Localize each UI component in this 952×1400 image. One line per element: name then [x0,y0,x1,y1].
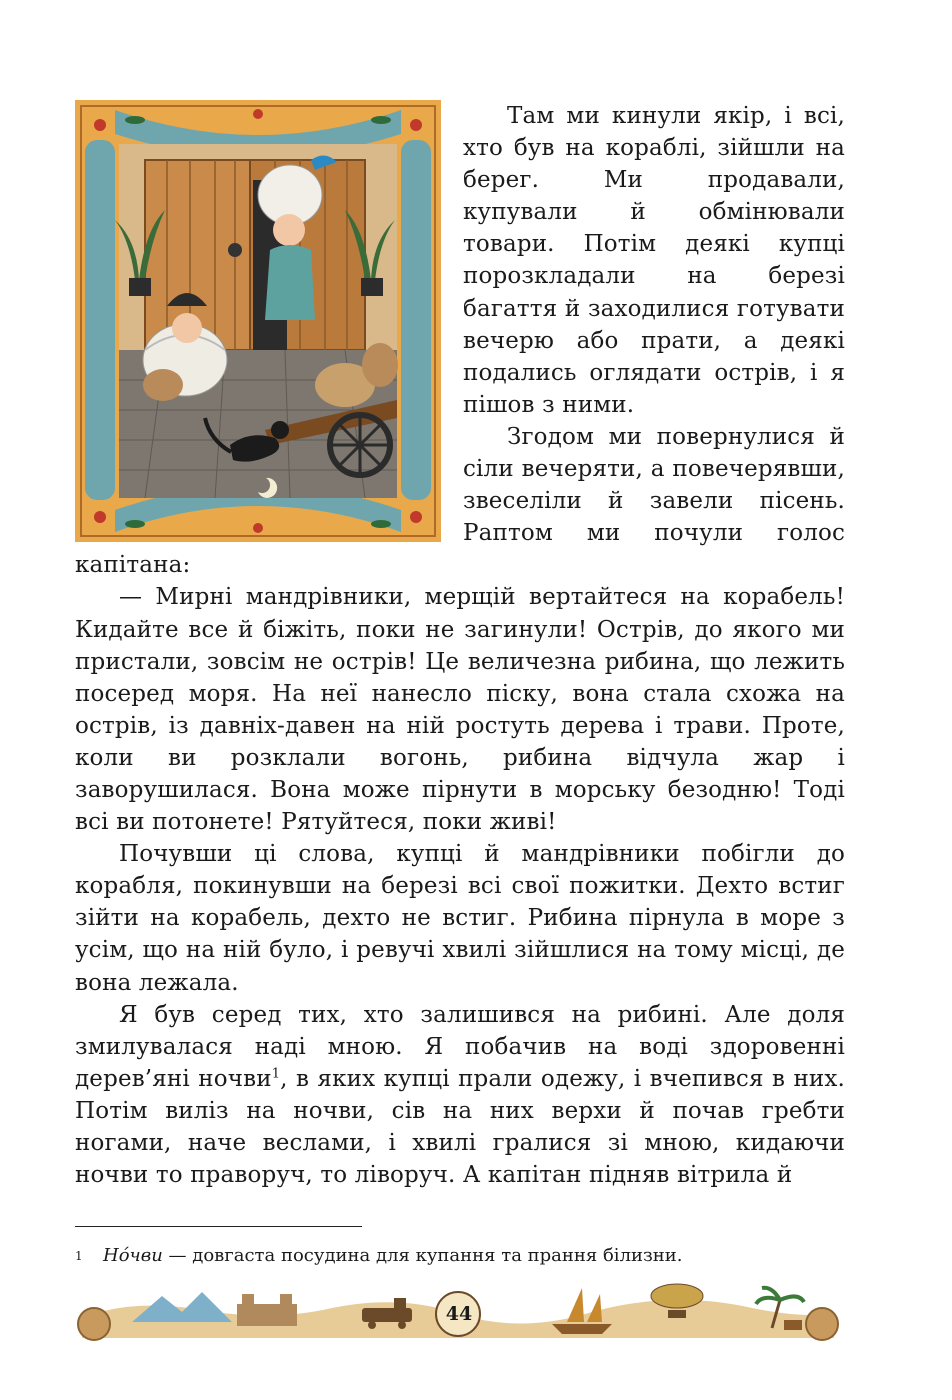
paragraph-2: Згодом ми повернулися й сіли вечеряти, а повечерявши, звеселіли й завели пісень. Раптом ми почули голос капітана: [75,423,845,579]
illustration-image [75,100,441,542]
footnote-text: — довгаста посудина для купання та прання білизни. [162,1245,683,1266]
scroll-end-left-icon [78,1308,110,1340]
footnote [75,1244,845,1268]
paragraph-5 [75,999,845,1192]
footnote-number: 1 [75,1249,83,1263]
paragraph-4: Почувши ці слова, купці й мандрівники побігли до корабля, покинувши на березі всі свої пожитки. Дехто встиг зійти на корабель, дехто не встиг. Рибина пірнула в море з усім, що на ній було, і ревучі хвилі зійшлися на тому місці, де вона лежала. [75,841,845,996]
paragraph-5-text-a: Я був серед тих, хто залишився на рибині. Але доля змилувалася наді мною. Я побачив на воді здоровенні дерев’яні ночви [75,1001,845,1092]
footnote-rule [75,1226,362,1227]
paragraph-1-text: Там ми кинули якір, і всі, хто був на кораблі, зійшли на берег. Ми продавали, купували й обмінювали товари. Потім деякі купці порозкладали на березі багаття й заходилися готувати вечерю або прати, а деякі подались оглядати острів, і я пішов з ними. [463,103,845,418]
illustration-sindbad-camp [75,100,441,542]
footnote-marker[interactable]: 1 [271,1066,281,1082]
story-text [75,100,845,1191]
paragraph-5-text-b: , в яких купці прали одежу, і вчепився в них. Потім виліз на ночви, сів на них верхи й почав гребти ногами, наче веслами, і хвилі гралися зі мною, кидаючи ночви то праворуч, то ліворуч. А капітан підняв вітрила й [75,1065,845,1189]
footnote-term: Но́чви [103,1245,163,1266]
castle-icon [237,1294,297,1326]
paragraph-1 [75,100,845,421]
paragraph-3: — Мирні мандрівники, мерщій вертайтеся на корабель! Кидайте все й біжіть, поки не загинули! Острів, до якого ми пристали, зовсім не острів! Це величезна рибина, що лежить посеред моря. На неї нанесло піску, вона стала схожа на острів, із давніх-давен на ній ростуть дерева і трави. Проте, коли ви розклали вогонь, рибина відчула жар і заворушилася. Вона може пірнути в морську безодню! Тоді всі ви потонете! Рятуйтеся, поки живі! [75,584,845,836]
page-number: 44 [445,1303,473,1325]
scroll-end-right-icon [806,1308,838,1340]
